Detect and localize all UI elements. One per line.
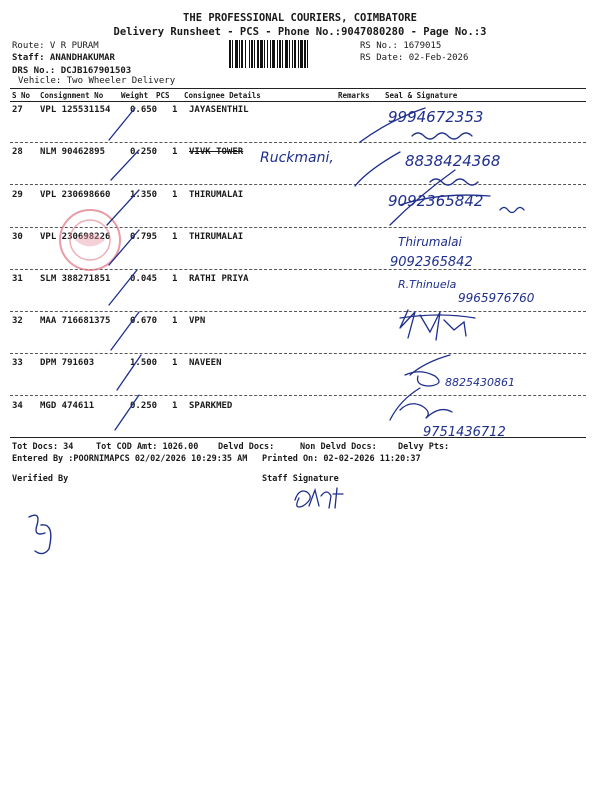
handwritten-signatures [240, 100, 585, 440]
row-sno: 32 [12, 316, 23, 326]
row-pcs: 1 [172, 401, 178, 411]
header-top-rule [10, 88, 586, 89]
row-consignee: NAVEEN [189, 358, 222, 368]
barcode-bar [292, 40, 293, 68]
verified-by-label: Verified By [12, 474, 69, 484]
row-consignment: VPL 125531154 [40, 105, 111, 115]
barcode-bar [300, 40, 303, 68]
barcode-bar [249, 40, 250, 68]
barcode-bar [260, 40, 263, 68]
row-pcs: 1 [172, 316, 178, 326]
delvd-docs: Delvd Docs: [218, 442, 275, 452]
row-consignment: VPL 230698660 [40, 190, 111, 200]
row-weight: 0.045 [130, 274, 158, 284]
hw-phone-34: 9751436712 [423, 425, 506, 440]
tot-cod-amt: Tot COD Amt: 1026.00 [96, 442, 199, 452]
row-sno: 34 [12, 401, 23, 411]
hw-phone-28: 8838424368 [405, 152, 501, 170]
printed-on: Printed On: 02-02-2026 11:20:37 [262, 454, 421, 464]
hw-phone-29: 9092365842 [388, 192, 484, 210]
barcode-bar [257, 40, 259, 68]
hw-phone-27: 9994672353 [388, 108, 484, 126]
vehicle-label: Vehicle: Two Wheeler Delivery [18, 76, 176, 86]
rs-date: RS Date: 02-Feb-2026 [360, 53, 469, 63]
row-consignee: RATHI PRIYA [189, 274, 249, 284]
barcode-bar [307, 40, 308, 68]
barcode-bar [272, 40, 275, 68]
company-title: THE PROFESSIONAL COURIERS, COIMBATORE [183, 12, 417, 24]
hw-name-28: Ruckmani, [260, 150, 334, 166]
row-sno: 33 [12, 358, 23, 368]
row-sno: 27 [12, 105, 23, 115]
row-weight: 0.250 [130, 401, 158, 411]
row-weight: 0.670 [130, 316, 158, 326]
col-weight: Weight [121, 91, 149, 100]
row-sno: 30 [12, 232, 23, 242]
barcode-bar [279, 40, 281, 68]
row-pcs: 1 [172, 147, 178, 157]
barcode-bar [285, 40, 288, 68]
barcode-bar [289, 40, 290, 68]
barcode-image [229, 40, 357, 68]
tot-docs: Tot Docs: 34 [12, 442, 74, 452]
row-pcs: 1 [172, 190, 178, 200]
row-consignee: SPARKMED [189, 401, 233, 411]
barcode-bar [251, 40, 253, 68]
barcode-bar [277, 40, 278, 68]
barcode-bar [298, 40, 299, 68]
barcode-bar [241, 40, 243, 68]
staff-signature [285, 478, 355, 518]
col-seal: Seal & Signature [385, 91, 458, 100]
staff-signature-label: Staff Signature [262, 474, 339, 484]
hw-phone-30: 9092365842 [390, 255, 473, 270]
barcode-bar [239, 40, 240, 68]
row-consignment: MGD 474611 [40, 401, 95, 411]
barcode-bar [270, 40, 271, 68]
row-weight: 0.650 [130, 105, 158, 115]
staff-label: Staff: ANANDHAKUMAR [12, 53, 115, 63]
row-consignee: VPN [189, 316, 206, 326]
col-sno: S No [12, 91, 31, 100]
hw-phone-33: 8825430861 [445, 376, 515, 389]
barcode-bar [304, 40, 306, 68]
hw-name-30: Thirumalai [398, 235, 462, 249]
barcode-bar [254, 40, 255, 68]
col-pcs: PCS [156, 91, 170, 100]
row-pcs: 1 [172, 274, 178, 284]
row-pcs: 1 [172, 105, 178, 115]
rs-number: RS No.: 1679015 [360, 41, 442, 51]
row-consignee: VIVK TOWER [189, 147, 244, 157]
barcode-bar [264, 40, 265, 68]
row-weight: 1.350 [130, 190, 158, 200]
route-label: Route: V R PURAM [12, 41, 99, 51]
row-sno: 31 [12, 274, 23, 284]
row-consignment: NLM 90462895 [40, 147, 106, 157]
delvy-pts: Delvy Pts: [398, 442, 450, 452]
row-consignee: THIRUMALAI [189, 190, 244, 200]
row-pcs: 1 [172, 358, 178, 368]
drs-number: DRS No.: DCJB167901503 [12, 66, 132, 76]
row-consignment: SLM 388271851 [40, 274, 111, 284]
barcode-bar [235, 40, 238, 68]
barcode-bar [267, 40, 268, 68]
row-consignee: JAYASENTHIL [189, 105, 249, 115]
hw-name-31: R.Thinuela [398, 278, 457, 291]
row-consignment: MAA 716681375 [40, 316, 111, 326]
verified-signature [15, 505, 75, 560]
barcode-bar [232, 40, 233, 68]
row-consignment: VPL 230698226 [40, 232, 111, 242]
row-weight: 0.795 [130, 232, 158, 242]
col-consignment: Consignment No [40, 91, 104, 100]
row-sno: 29 [12, 190, 23, 200]
barcode-bar [282, 40, 283, 68]
tick-marks [95, 100, 178, 440]
entered-by: Entered By :POORNIMAPCS 02/02/2026 10:29:35 AM [12, 454, 248, 464]
row-consignee: THIRUMALAI [189, 232, 244, 242]
barcode-bar [294, 40, 296, 68]
col-consignee: Consignee Details [184, 91, 261, 100]
row-weight: 0.250 [130, 147, 158, 157]
runsheet-title: Delivery Runsheet - PCS - Phone No.:9047080280 - Page No.:3 [113, 26, 487, 38]
row-weight: 1.500 [130, 358, 158, 368]
non-delvd-docs: Non Delvd Docs: [300, 442, 377, 452]
col-remarks: Remarks [338, 91, 370, 100]
barcode-bar [229, 40, 231, 68]
row-pcs: 1 [172, 232, 178, 242]
hw-phone-31: 9965976760 [458, 291, 535, 305]
row-sno: 28 [12, 147, 23, 157]
row-consignment: DPM 791603 [40, 358, 95, 368]
barcode-bar [245, 40, 246, 68]
